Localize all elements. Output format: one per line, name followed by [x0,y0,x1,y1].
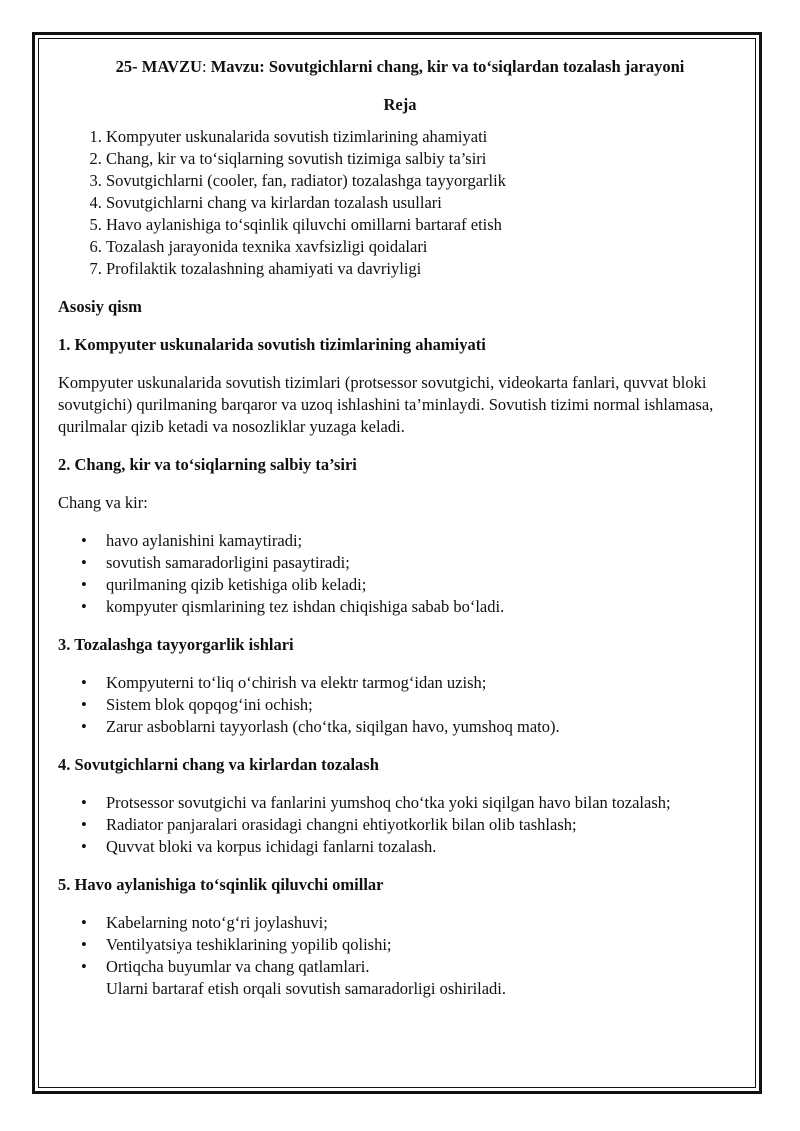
list-item [106,956,742,1000]
section-1-heading: 1. Kompyuter uskunalarida sovutish tizimlarining ahamiyati [58,335,486,354]
list-item: • qurilmaning qizib ketishiga olib keladi; [106,574,742,596]
list-item: • Quvvat bloki va korpus ichidagi fanlarni tozalash. [106,836,742,858]
section-2-heading: 2. Chang, kir va to‘siqlarning salbiy ta’siri [58,455,357,474]
plan-item: 6. Tozalash jarayonida texnika xavfsizligi qoidalari [106,236,742,258]
plan-item: 7. Profilaktik tozalashning ahamiyati va davriyligi [106,258,742,280]
title-separator: : [201,57,211,76]
plan-item: 1. Kompyuter uskunalarida sovutish tizimlarining ahamiyati [106,126,742,148]
plan-item: 4. Sovutgichlarni chang va kirlardan tozalash usullari [106,192,742,214]
section-3-list [58,672,742,738]
list-item: • Kabelarning noto‘g‘ri joylashuvi; [106,912,742,934]
list-item: • Kompyuterni to‘liq o‘chirish va elektr tarmog‘idan uzish; [106,672,742,694]
title-text: Mavzu: Sovutgichlarni chang, kir va to‘siqlardan tozalash jarayoni [210,57,685,76]
list-item: • Protsessor sovutgichi va fanlarini yumshoq cho‘tka yoki siqilgan havo bilan tozalash; [106,792,742,814]
section-1-text: Kompyuter uskunalarida sovutish tizimlari (protsessor sovutgichi, videokarta fanlari, quvvat bloki sovutgichi) qurilmaning barqaror va uzoq ishlashini ta’minlaydi. Sovutish tizimi normal ishlamasa, qurilmalar qizib ketadi va nosozliklar yuzaga keladi. [58,373,714,436]
plan-item: 5. Havo aylanishiga to‘sqinlik qiluvchi omillarni bartaraf etish [106,214,742,236]
list-item: • kompyuter qismlarining tez ishdan chiqishiga sabab bo‘ladi. [106,596,742,618]
section-5-heading: 5. Havo aylanishiga to‘sqinlik qiluvchi omillar [58,875,384,894]
plan-item: 2. Chang, kir va to‘siqlarning sovutish tizimiga salbiy ta’siri [106,148,742,170]
section-5-list [58,912,742,1000]
section-5-note: Ularni bartaraf etish orqali sovutish samaradorligi oshiriladi. [106,979,507,998]
section-4-heading: 4. Sovutgichlarni chang va kirlardan tozalash [58,755,379,774]
list-item: • Ventilyatsiya teshiklarining yopilib qolishi; [106,934,742,956]
list-item: • havo aylanishini kamaytiradi; [106,530,742,552]
list-item: • Zarur asboblarni tayyorlash (cho‘tka, siqilgan havo, yumshoq mato). [106,716,742,738]
title-prefix: 25- MAVZU [115,57,202,76]
plan-item: 3. Sovutgichlarni (cooler, fan, radiator) tozalashga tayyorgarlik [106,170,742,192]
section-3-heading: 3. Tozalashga tayyorgarlik ishlari [58,635,294,654]
document-body [58,56,742,1000]
list-item: • Radiator panjaralari orasidagi changni ehtiyotkorlik bilan olib tashlash; [106,814,742,836]
section-2-list [58,530,742,618]
document-title [58,56,742,78]
section-4-list [58,792,742,858]
list-item: • Sistem blok qopqog‘ini ochish; [106,694,742,716]
plan-list [58,126,742,280]
list-item: • sovutish samaradorligini pasaytiradi; [106,552,742,574]
plan-title: Reja [383,95,417,114]
section-2-intro: Chang va kir: [58,493,148,512]
main-heading: Asosiy qism [58,297,142,316]
list-item-text: Ortiqcha buyumlar va chang qatlamlari. [106,957,370,976]
